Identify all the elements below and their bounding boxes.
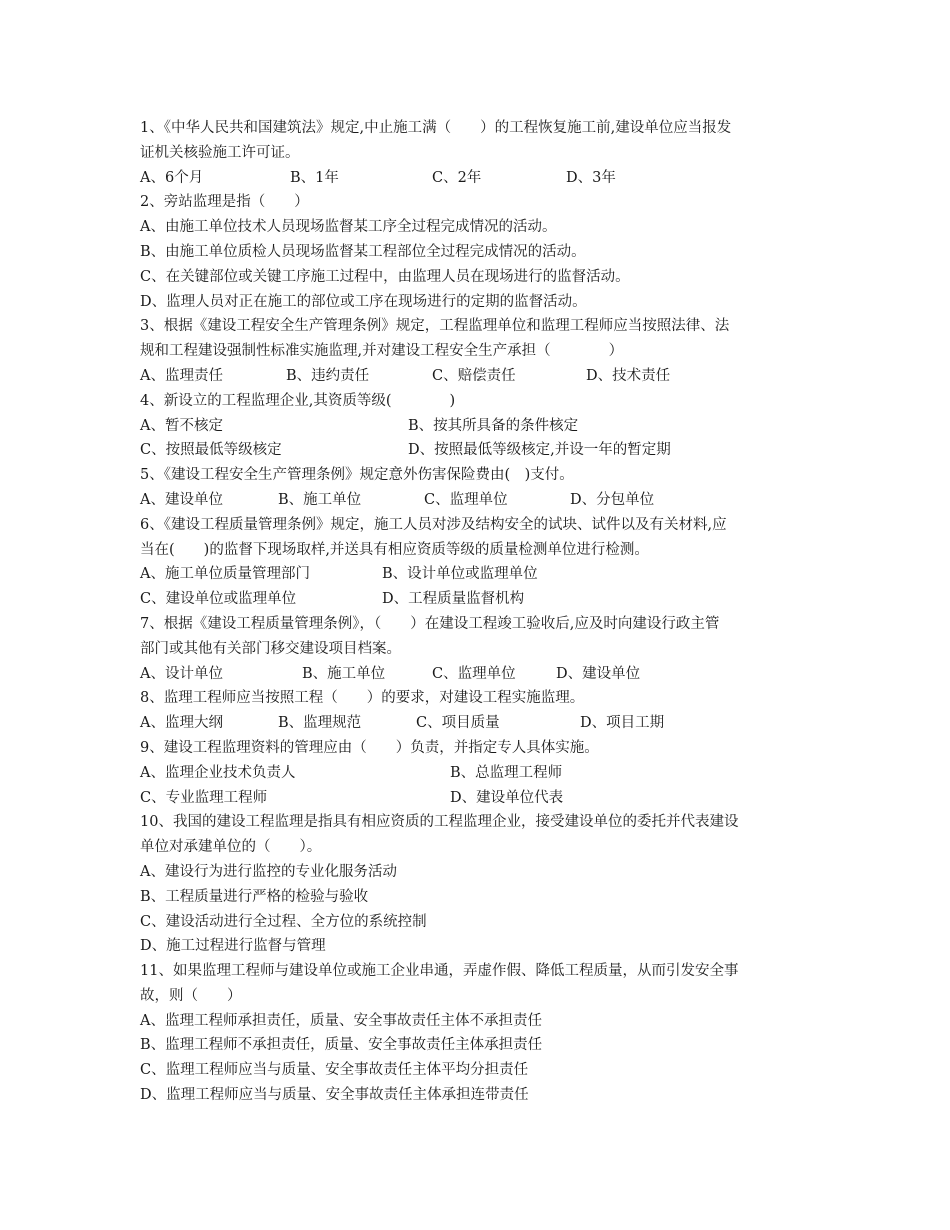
option-b: B、施工单位 [278,491,362,508]
question-3-line-1: 3、根据《建设工程安全生产管理条例》规定，工程监理单位和监理工程师应当按照法律、法 [140,318,730,335]
option-c: C、按照最低等级核定 [140,442,282,459]
question-4-options-row-1 [140,414,820,439]
option-b: B、1年 [290,169,339,186]
option-b: B、违约责任 [286,367,370,384]
question-4-line-1: 4、新设立的工程监理企业,其资质等级( ) [140,392,456,409]
option-c: C、2年 [432,169,482,186]
question-2-option-c: C、在关键部位或关键工序施工过程中，由监理人员在现场进行的监督活动。 [140,268,630,285]
question-11-option-a: A、监理工程师承担责任，质量、安全事故责任主体不承担责任 [140,1012,542,1029]
question-list [140,116,820,1108]
option-c: C、建设单位或监理单位 [140,591,297,608]
option-a: A、监理责任 [140,367,223,384]
question-1-line-1: 1、《中华人民共和国建筑法》规定,中止施工满（ ）的工程恢复施工前,建设单位应当报发 [140,120,732,136]
question-2-option-b: B、由施工单位质检人员现场监督某工程部位全过程完成情况的活动。 [140,243,586,260]
question-7-options [140,662,820,687]
question-11-line-1: 11、如果监理工程师与建设单位或施工企业串通，弄虚作假、降低工程质量，从而引发安全事 [140,963,739,980]
option-d: D、建设单位代表 [450,789,564,806]
option-d: D、工程质量监督机构 [382,591,525,608]
question-9-options-row-1 [140,761,820,786]
question-4-options-row-2 [140,438,820,463]
question-11-line-2: 故，则（ ） [140,987,242,1004]
question-10-option-b: B、工程质量进行严格的检验与验收 [140,888,369,905]
question-2-line-1: 2、旁站监理是指（ ） [140,194,309,211]
option-c: C、监理单位 [424,491,508,508]
question-10-option-a: A、建设行为进行监控的专业化服务活动 [140,863,397,880]
option-d: D、技术责任 [586,367,671,384]
option-d: D、项目工期 [580,715,665,732]
question-2-option-a: A、由施工单位技术人员现场监督某工序全过程完成情况的活动。 [140,219,557,236]
option-d: D、分包单位 [570,491,655,508]
option-a: A、建设单位 [140,491,223,508]
question-10-line-2: 单位对承建单位的（ ）。 [140,839,322,856]
question-10-line-1: 10、我国的建设工程监理是指具有相应资质的工程监理企业，接受建设单位的委托并代表建设 [140,814,739,831]
option-a: A、监理大纲 [140,715,223,732]
question-6-line-1: 6、《建设工程质量管理条例》规定，施工人员对涉及结构安全的试块、试件以及有关材料,应 [140,516,727,533]
option-a: A、6个月 [140,169,204,186]
question-8-line-1: 8、监理工程师应当按照工程（ ）的要求，对建设工程实施监理。 [140,690,585,707]
question-1-line-2: 证机关核验施工许可证。 [140,144,300,161]
question-3-line-2: 规和工程建设强制性标准实施监理,并对建设工程安全生产承担（ ） [140,343,624,360]
question-1-options [140,166,820,191]
question-6-options-row-2 [140,587,820,612]
question-7-line-2: 部门或其他有关部门移交建设项目档案。 [140,640,401,657]
question-11-option-c: C、监理工程师应当与质量、安全事故责任主体平均分担责任 [140,1062,529,1079]
question-2-option-d: D、监理人员对正在施工的部位或工序在现场进行的定期的监督活动。 [140,293,587,310]
question-5-line-1: 5、《建设工程安全生产管理条例》规定意外伤害保险费由( )支付。 [140,467,574,484]
option-b: B、设计单位或监理单位 [382,566,538,583]
question-9-options-row-2 [140,786,820,811]
option-b: B、总监理工程师 [450,764,563,781]
option-a: A、设计单位 [140,665,223,682]
option-a: A、暂不核定 [140,417,223,434]
option-c: C、监理单位 [432,665,516,682]
question-9-line-1: 9、建设工程监理资料的管理应由（ ）负责，并指定专人具体实施。 [140,739,599,756]
option-b: B、施工单位 [302,665,386,682]
option-c: C、赔偿责任 [432,367,516,384]
option-d: D、3年 [566,169,616,186]
option-b: B、按其所具备的条件核定 [408,417,579,434]
option-b: B、监理规范 [278,715,362,732]
question-10-option-d: D、施工过程进行监督与管理 [140,938,326,955]
option-a: A、施工单位质量管理部门 [140,566,310,583]
option-d: D、按照最低等级核定,并设一年的暂定期 [408,442,671,459]
question-6-line-2: 当在( )的监督下现场取样,并送具有相应资质等级的质量检测单位进行检测。 [140,541,649,558]
option-a: A、监理企业技术负责人 [140,764,296,781]
question-5-options [140,488,820,513]
question-3-options [140,364,820,389]
question-11-option-b: B、监理工程师不承担责任，质量、安全事故责任主体承担责任 [140,1037,543,1054]
question-11-option-d: D、监理工程师应当与质量、安全事故责任主体承担连带责任 [140,1087,529,1104]
option-d: D、建设单位 [556,665,641,682]
question-10-option-c: C、建设活动进行全过程、全方位的系统控制 [140,913,427,930]
question-6-options-row-1 [140,562,820,587]
question-7-line-1: 7、根据《建设工程质量管理条例》，（ ）在建设工程竣工验收后,应及时向建设行政主管 [140,615,720,632]
question-8-options [140,711,820,736]
option-c: C、项目质量 [416,715,500,732]
option-c: C、专业监理工程师 [140,789,268,806]
